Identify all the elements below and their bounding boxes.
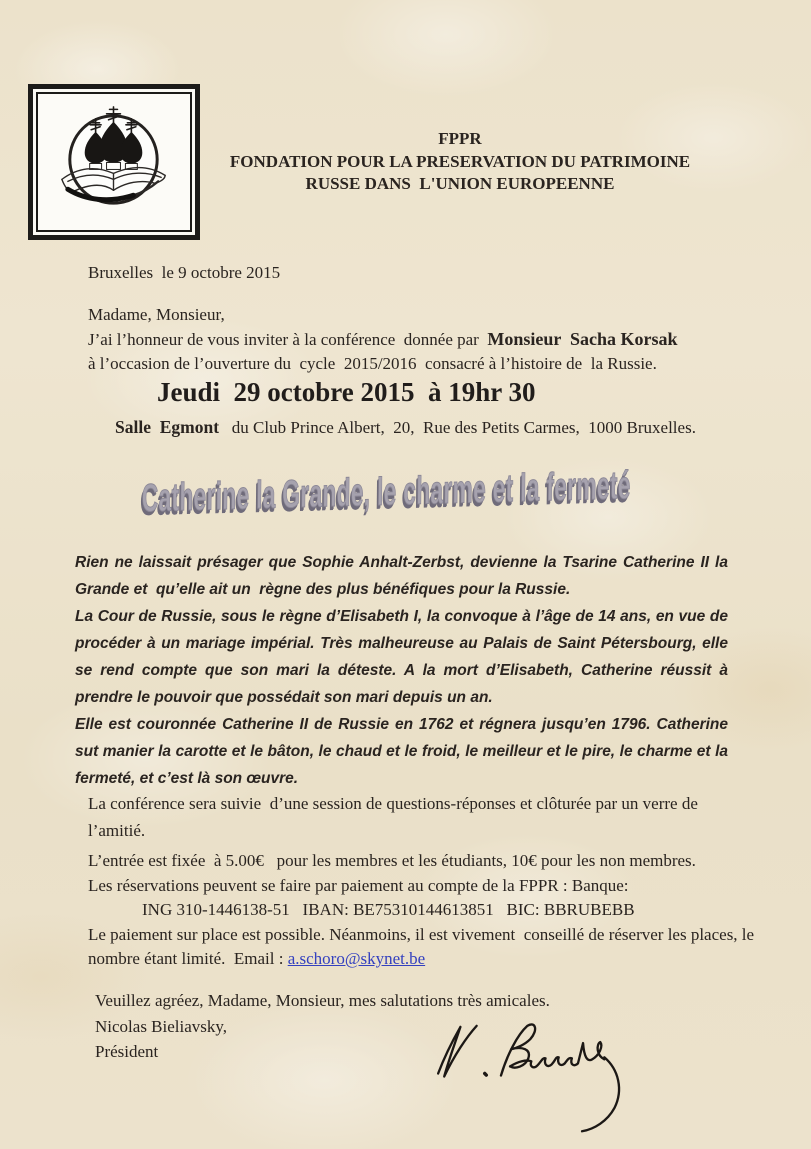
venue-room: Salle Egmont (115, 417, 220, 437)
dateline: Bruxelles le 9 octobre 2015 (88, 263, 281, 282)
conference-note: La conférence sera suivie d’une session de questions-réponses et clôturée par un verre de l’amitié. (88, 794, 703, 840)
pricing-line: L’entrée est fixée à 5.00€ pour les membres et les étudiants, 10€ pour les non membres. (88, 851, 696, 870)
signer-title: Président (95, 1042, 159, 1061)
signature-icon (428, 1010, 656, 1135)
story-paragraph: Elle est couronnée Catherine II de Russie en 1762 et régnera jusqu’en 1796. Catherine sut manier la carotte et le bâton, le chaud et le froid, le meilleur et le pire, le charme et la fermeté, et c’est là son œuvre. (75, 716, 733, 787)
cycle-line: à l’occasion de l’ouverture du cycle 2015/2016 consacré à l’histoire de la Russie. (88, 354, 657, 373)
story-paragraph: Rien ne laissait présager que Sophie Anhalt-Zerbst, devienne la Tsarine Catherine II la Grande et qu’elle ait un règne des plus bénéfiques pour la Russie. (75, 554, 733, 598)
speaker-name: Monsieur Sacha Korsak (487, 329, 678, 349)
org-name-line2: RUSSE DANS L'UNION EUROPEENNE (305, 174, 615, 193)
invite-line (88, 329, 678, 350)
pricing-block (88, 849, 788, 972)
venue-line (115, 417, 696, 438)
bank-details-line: ING 310-1446138-51 IBAN: BE75310144613851 BIC: BBRUBEBB (142, 900, 635, 919)
closing-line: Veuillez agréez, Madame, Monsieur, mes salutations très amicales. (95, 991, 550, 1010)
signer-name: Nicolas Bieliavsky, (95, 1016, 228, 1036)
story-paragraph: La Cour de Russie, sous le règne d’Elisabeth I, la convoque à l’âge de 14 ans, en vue de procéder à un mariage impérial. Très malheureuse au Palais de Saint Pétersbourg, elle se rend compte que son mari la déteste. A la mort d’Elisabeth, Catherine réussit à prendre le pouvoir que possédait son mari depuis un an. (75, 608, 733, 706)
fppr-logo-icon (38, 94, 190, 230)
org-header (200, 128, 720, 196)
invite-prefix: J’ai l’honneur de vous inviter à la conférence donnée par (88, 330, 488, 349)
event-datetime: Jeudi 29 octobre 2015 à 19hr 30 (157, 377, 536, 407)
talk-title: Catherine la Grande, le charme et la fermeté (141, 463, 631, 521)
email-link[interactable]: a.schoro@skynet.be (287, 949, 426, 968)
story-block (75, 549, 733, 792)
org-name-line1: FONDATION POUR LA PRESERVATION DU PATRIMOINE (229, 151, 691, 171)
logo-frame (28, 84, 200, 240)
payment-text: Le paiement sur place est possible. Néanmoins, il est vivement conseillé de réserver les places, le nombre étant limité. Email : (88, 924, 759, 968)
payment-note (88, 923, 763, 972)
venue-address: du Club Prince Albert, 20, Rue des Petits Carmes, 1000 Bruxelles. (219, 418, 696, 437)
reservation-line: Les réservations peuvent se faire par paiement au compte de la FPPR : Banque: (88, 875, 629, 895)
logo-inner-border (36, 92, 192, 232)
salutation: Madame, Monsieur, (88, 305, 225, 324)
org-acronym: FPPR (438, 129, 482, 148)
